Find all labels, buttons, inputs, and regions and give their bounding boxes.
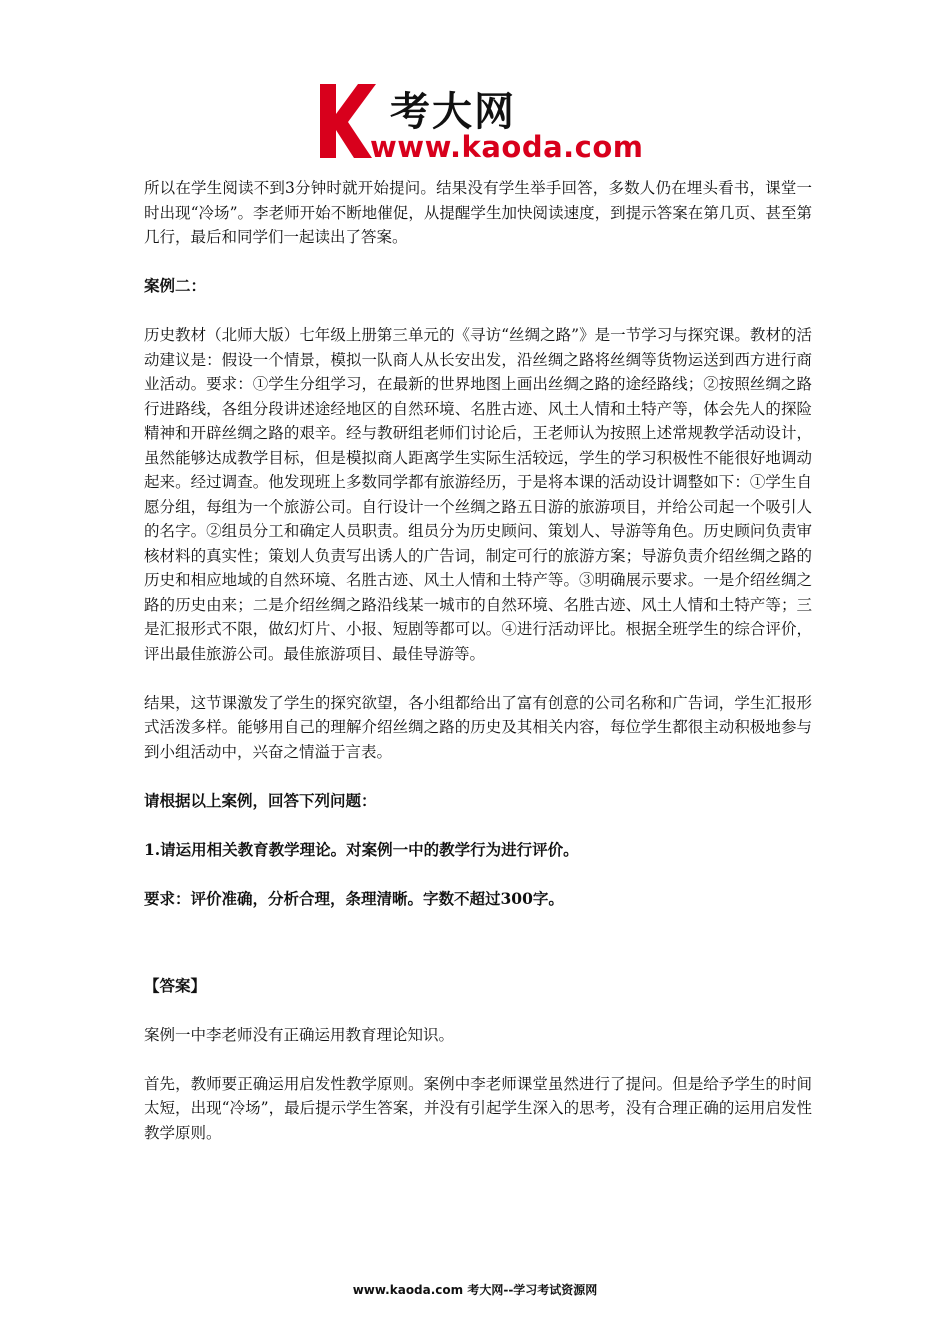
- logo-chinese-name: 考大网: [390, 89, 516, 135]
- answer-heading: 【答案】: [144, 975, 207, 995]
- answer-paragraph-2: 首先，教师要正确运用启发性教学原则。案例中李老师课堂虽然进行了提问。但是给予学生的时间太短，出现“冷场”，最后提示学生答案，并没有引起学生深入的思考，没有合理正确的运用启发性教学原则。: [144, 1074, 812, 1142]
- question-prompt: 请根据以上案例，回答下列问题：: [144, 790, 377, 810]
- k-logo-icon: [318, 78, 378, 164]
- logo-url: www.kaoda.com: [370, 130, 644, 164]
- question-1: 1.请运用相关教育教学理论。对案例一中的教学行为进行评价。: [144, 839, 579, 859]
- answer-paragraph-1: 案例一中李老师没有正确运用教育理论知识。: [144, 1025, 455, 1044]
- page-footer: www.kaoda.com 考大网--学习考试资源网: [352, 1283, 598, 1297]
- spacer: [144, 936, 812, 974]
- document-body: [144, 176, 812, 1170]
- paragraph-case2-result: 结果，这节课激发了学生的探究欲望，各小组都给出了富有创意的公司名称和广告词，学生汇报形式活泼多样。能够用自己的理解介绍丝绸之路的历史及其相关内容，每位学生都很主动积极地参与到小组活动中，兴奋之情溢于言表。: [144, 693, 812, 761]
- paragraph-case2-description: 历史教材（北师大版）七年级上册第三单元的《寻访“丝绸之路”》是一节学习与探究课。教材的活动建议是：假设一个情景，模拟一队商人从长安出发，沿丝绸之路将丝绸等货物运送到西方进行商业活动。要求：①学生分组学习，在最新的世界地图上画出丝绸之路的途经路线；②按照丝绸之路行进路线，各组分段讲述途经地区的自然环境、名胜古迹、风土人情和土特产等，体会先人的探险精神和开辟丝绸之路的艰辛。经与教研组老师们讨论后，王老师认为按照上述常规教学活动设计，虽然能够达成教学目标，但是模拟商人距离学生实际生活较远，学生的学习积极性不能很好地调动起来。经过调查。他发现班上多数同学都有旅游经历，于是将本课的活动设计调整如下：①学生自愿分组，每组为一个旅游公司。自行设计一个丝绸之路五日游的旅游项目，并给公司起一个吸引人的名字。②组员分工和确定人员职责。组员分为历史顾问、策划人、导游等角色。历史顾问负责审核材料的真实性；策划人负责写出诱人的广告词，制定可行的旅游方案；导游负责介绍丝绸之路的历史和相应地域的自然环境、名胜古迹、风土人情和土特产等。③明确展示要求。一是介绍丝绸之路的历史由来；二是介绍丝绸之路沿线某一城市的自然环境、名胜古迹、风土人情和土特产等；三是汇报形式不限，做幻灯片、小报、短剧等都可以。④进行活动评比。根据全班学生的综合评价，评出最佳旅游公司。最佳旅游项目、最佳导游等。: [144, 326, 812, 663]
- case2-heading: 案例二：: [144, 276, 207, 295]
- paragraph-case1-continued: 所以在学生阅读不到3分钟时就开始提问。结果没有学生举手回答，多数人仍在埋头看书，课堂一时出现“冷场”。李老师开始不断地催促，从提醒学生加快阅读速度，到提示答案在第几页、甚至第几行，最后和同学们一起读出了答案。: [144, 179, 812, 246]
- kaoda-logo: [318, 78, 644, 166]
- question-requirement: 要求：评价准确，分析合理，条理清晰。字数不超过300字。: [144, 888, 564, 908]
